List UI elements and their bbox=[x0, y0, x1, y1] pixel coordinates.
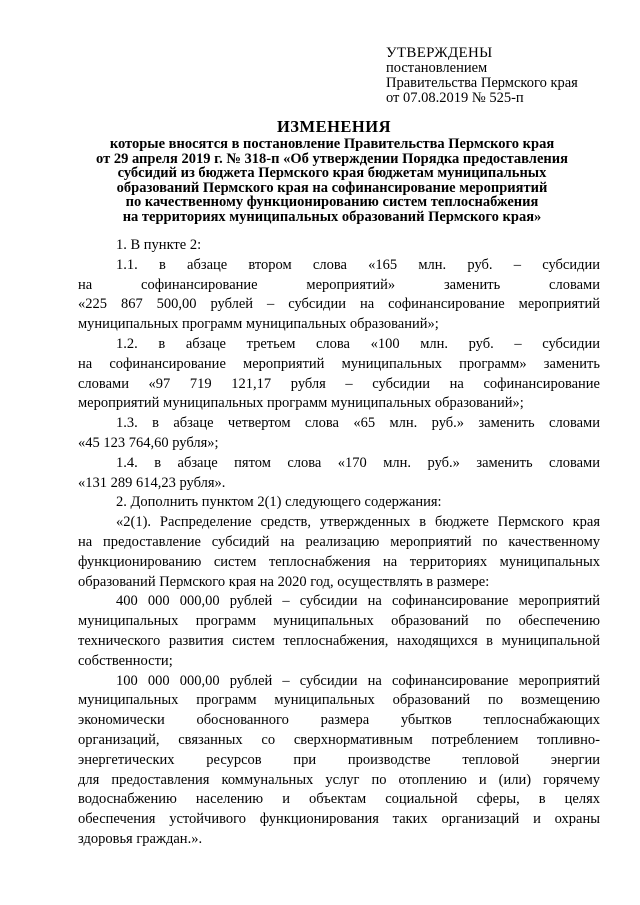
approval-line: от 07.08.2019 № 525-п bbox=[386, 90, 524, 106]
body-line: на предоставление субсидий на реализацию мероприятий по качественному bbox=[78, 533, 600, 550]
subtitle-line: субсидий из бюджета Пермского края бюджетам муниципальных bbox=[117, 165, 547, 182]
approval-line: Правительства Пермского края bbox=[386, 75, 578, 91]
body-line: функционированию систем теплоснабжения на территориях муниципальных bbox=[78, 553, 600, 570]
body-line: водоснабжению населению и объектам социальной сферы, в целях bbox=[78, 791, 600, 808]
body-line: муниципальных программ муниципальных образований по обеспечению bbox=[78, 613, 600, 630]
body-line: 400 000 000,00 рублей – субсидии на софинансирование мероприятий bbox=[116, 593, 600, 610]
body-line: 100 000 000,00 рублей – субсидии на софинансирование мероприятий bbox=[116, 672, 600, 689]
body-line: 1.2. в абзаце третьем слова «100 млн. руб. – субсидии bbox=[116, 335, 600, 352]
subtitle-line: на территориях муниципальных образований Пермского края» bbox=[122, 208, 542, 225]
subtitle-line: по качественному функционированию систем теплоснабжения bbox=[125, 194, 539, 211]
body-line: мероприятий муниципальных программ муниципальных образований»; bbox=[78, 395, 524, 412]
body-line: на софинансирование мероприятий муниципальных программ» заменить bbox=[78, 355, 600, 372]
body-line: «131 289 614,23 рубля». bbox=[78, 474, 226, 491]
body-line: 1.4. в абзаце пятом слова «170 млн. руб.» заменить словами bbox=[116, 454, 600, 471]
approval-block bbox=[386, 46, 578, 106]
body-line: организаций, связанных со сверхнормативным потреблением топливно- bbox=[78, 731, 600, 748]
body-line: 1.1. в абзаце втором слова «165 млн. руб. – субсидии bbox=[116, 256, 600, 273]
body-line: 2. Дополнить пунктом 2(1) следующего содержания: bbox=[116, 494, 442, 511]
body-line: экономически обоснованного размера убытков теплоснабжающих bbox=[78, 712, 600, 729]
subtitle-line: которые вносятся в постановление Правительства Пермского края bbox=[109, 136, 555, 152]
document-subtitle bbox=[60, 137, 604, 225]
body-line: муниципальных программ муниципальных образований по возмещению bbox=[78, 692, 600, 709]
body-line: 1.3. в абзаце четвертом слова «65 млн. руб.» заменить словами bbox=[116, 415, 600, 432]
approval-heading: УТВЕРЖДЕНЫ bbox=[386, 45, 493, 61]
body-line: энергетических ресурсов при производстве тепловой энергии bbox=[78, 751, 600, 768]
body-line: муниципальных программ муниципальных образований»; bbox=[78, 316, 439, 333]
body-line: «2(1). Распределение средств, утвержденных в бюджете Пермского края bbox=[116, 514, 600, 531]
body-line: словами «97 719 121,17 рубля – субсидии на софинансирование bbox=[78, 375, 600, 392]
body-line: технического развития систем теплоснабжения, находящихся в муниципальной bbox=[78, 632, 600, 649]
body-line: обеспечения устойчивого функционирования таких организаций и охраны bbox=[78, 811, 600, 828]
body-line: «225 867 500,00 рублей – субсидии на софинансирование мероприятий bbox=[78, 296, 600, 313]
body-line: образований Пермского края на 2020 год, осуществлять в размере: bbox=[78, 573, 490, 590]
document-body bbox=[78, 236, 600, 850]
document-title: ИЗМЕНЕНИЯ bbox=[276, 117, 392, 136]
approval-line: постановлением bbox=[386, 60, 488, 76]
subtitle-line: от 29 апреля 2019 г. № 318-п «Об утверждении Порядка предоставления bbox=[96, 150, 568, 167]
subtitle-line: образований Пермского края на софинансирование мероприятий bbox=[116, 179, 548, 196]
body-line: собственности; bbox=[78, 652, 173, 669]
body-line: для предоставления коммунальных услуг по отоплению и (или) горячему bbox=[78, 771, 600, 788]
body-line: «45 123 764,60 рубля»; bbox=[78, 434, 219, 451]
body-line: 1. В пункте 2: bbox=[116, 237, 202, 253]
body-line: на софинансирование мероприятий» заменить словами bbox=[78, 276, 600, 293]
body-line: здоровья граждан.». bbox=[78, 830, 203, 847]
